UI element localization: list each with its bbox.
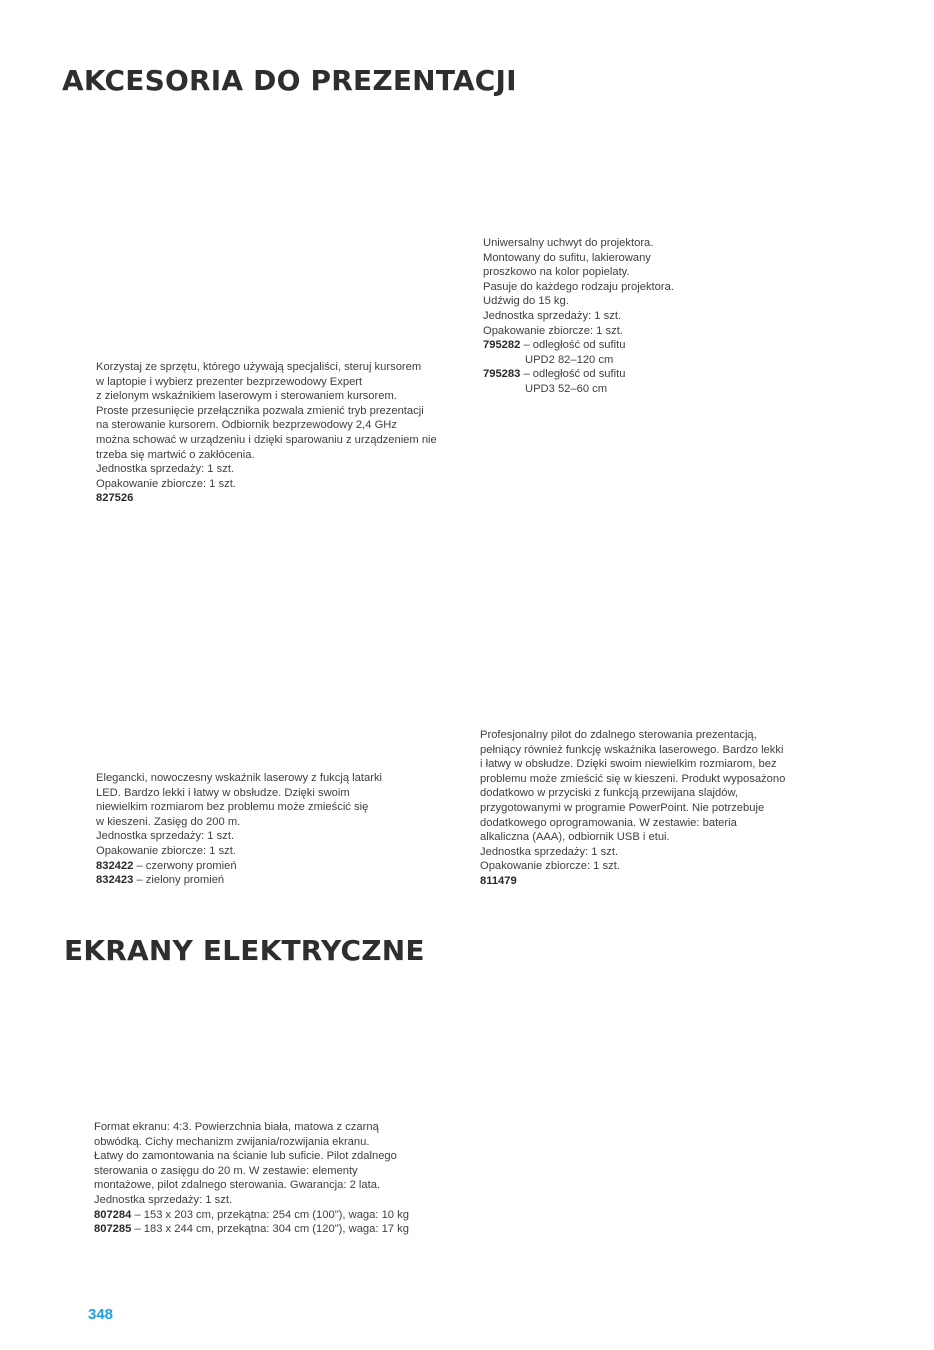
- text-line: proszkowo na kolor popielaty.: [483, 266, 630, 279]
- variant-text: – zielony promień: [133, 874, 225, 887]
- presenter-description: [96, 360, 437, 506]
- text-line: Łatwy do zamontowania na ścianie lub suficie. Pilot zdalnego: [94, 1150, 397, 1163]
- text-line: sterowania o zasięgu do 20 m. W zestawie: elementy: [94, 1164, 358, 1177]
- text-line: Opakowanie zbiorcze: 1 szt.: [483, 324, 623, 337]
- text-line: pełniący również funkcję wskaźnika laserowego. Bardzo lekki: [480, 743, 784, 756]
- text-line: można schować w urządzeniu i dzięki sparowaniu z urządzeniem nie: [96, 433, 437, 446]
- page-number: 348: [88, 1306, 114, 1323]
- text-line: montażowe, pilot zdalnego sterowania. Gwarancja: 2 lata.: [94, 1179, 381, 1192]
- variant-text: – odległość od sufitu: [520, 368, 626, 381]
- text-line: Jednostka sprzedaży: 1 szt.: [96, 463, 235, 476]
- text-line: dodatkowo w przyciski z funkcją przewijana slajdów,: [480, 787, 739, 800]
- product-variant: [94, 1222, 409, 1237]
- text-line: alkaliczna (AAA), odbiornik USB i etui.: [480, 831, 670, 844]
- text-line: Udźwig do 15 kg.: [483, 295, 569, 308]
- variant-text: – 183 x 244 cm, przekątna: 304 cm (120"), waga: 17 kg: [131, 1223, 409, 1236]
- product-variant: [96, 859, 382, 874]
- text-line: Opakowanie zbiorcze: 1 szt.: [96, 477, 236, 490]
- text-line: na sterowanie kursorem. Odbiornik bezprzewodowy 2,4 GHz: [96, 419, 397, 432]
- text-line: w laptopie i wybierz prezenter bezprzewodowy Expert: [96, 375, 363, 388]
- text-line: Uniwersalny uchwyt do projektora.: [483, 237, 654, 249]
- variant-text: – odległość od sufitu: [520, 339, 626, 352]
- variant-text: – czerwony promień: [133, 859, 237, 872]
- text-line: Elegancki, nowoczesny wskaźnik laserowy z fukcją latarki: [96, 772, 383, 784]
- product-code: 795282: [483, 339, 521, 352]
- product-code: 827526: [96, 492, 134, 505]
- variant-text-continued: UPD3 52–60 cm: [525, 382, 608, 395]
- projector-mount-description: [483, 236, 674, 397]
- text-line: Proste przesunięcie przełącznika pozwala zmienić tryb prezentacji: [96, 404, 424, 417]
- variant-text: – 153 x 203 cm, przekątna: 254 cm (100"), waga: 10 kg: [131, 1208, 409, 1221]
- product-variant: [96, 873, 382, 888]
- text-line: przygotowanymi w programie PowerPoint. Nie potrzebuje: [480, 801, 765, 814]
- text-line: i łatwy w obsłudze. Dzięki swoim niewielkim rozmiarom, bez: [480, 758, 777, 771]
- text-line: trzeba się martwić o zakłócenia.: [96, 448, 255, 461]
- text-line: w kieszeni. Zasięg do 200 m.: [96, 815, 241, 828]
- text-line: Jednostka sprzedaży: 1 szt.: [96, 830, 235, 843]
- remote-description: [480, 728, 785, 889]
- text-line: Korzystaj ze sprzętu, którego używają specjaliści, steruj kursorem: [96, 361, 422, 373]
- product-code: 832423: [96, 874, 134, 887]
- product-variant: [483, 338, 674, 367]
- text-line: Pasuje do każdego rodzaju projektora.: [483, 280, 674, 293]
- text-line: Opakowanie zbiorcze: 1 szt.: [96, 844, 236, 857]
- laser-pointer-description: [96, 771, 382, 888]
- variant-text-continued: UPD2 82–120 cm: [525, 353, 614, 366]
- section-title-presentation-accessories: AKCESORIA DO PREZENTACJI: [62, 64, 517, 97]
- product-variant: [483, 367, 674, 396]
- text-line: LED. Bardzo lekki i łatwy w obsłudze. Dzięki swoim: [96, 786, 350, 799]
- text-line: Jednostka sprzedaży: 1 szt.: [94, 1193, 233, 1206]
- text-line: Format ekranu: 4:3. Powierzchnia biała, matowa z czarną: [94, 1121, 379, 1133]
- product-code: 811479: [480, 874, 517, 887]
- text-line: Montowany do sufitu, lakierowany: [483, 251, 651, 264]
- text-line: z zielonym wskaźnikiem laserowym i sterowaniem kursorem.: [96, 390, 397, 403]
- product-code: 807284: [94, 1208, 132, 1221]
- product-code: 795283: [483, 368, 521, 381]
- text-line: Jednostka sprzedaży: 1 szt.: [483, 309, 622, 322]
- text-line: Jednostka sprzedaży: 1 szt.: [480, 845, 619, 858]
- text-line: dodatkowego oprogramowania. W zestawie: bateria: [480, 816, 737, 829]
- text-line: problemu może zmieścić się w kieszeni. Produkt wyposażono: [480, 772, 786, 785]
- section-title-electric-screens: EKRANY ELEKTRYCZNE: [64, 934, 425, 967]
- text-line: obwódką. Cichy mechanizm zwijania/rozwijania ekranu.: [94, 1135, 370, 1148]
- text-line: Profesjonalny pilot do zdalnego sterowania prezentacją,: [480, 729, 757, 741]
- product-code: 832422: [96, 859, 134, 872]
- text-line: Opakowanie zbiorcze: 1 szt.: [480, 860, 620, 873]
- text-line: niewielkim rozmiarom bez problemu może zmieścić się: [96, 801, 369, 814]
- screen-description: [94, 1120, 409, 1237]
- product-code: 807285: [94, 1223, 132, 1236]
- product-variant: [94, 1208, 409, 1223]
